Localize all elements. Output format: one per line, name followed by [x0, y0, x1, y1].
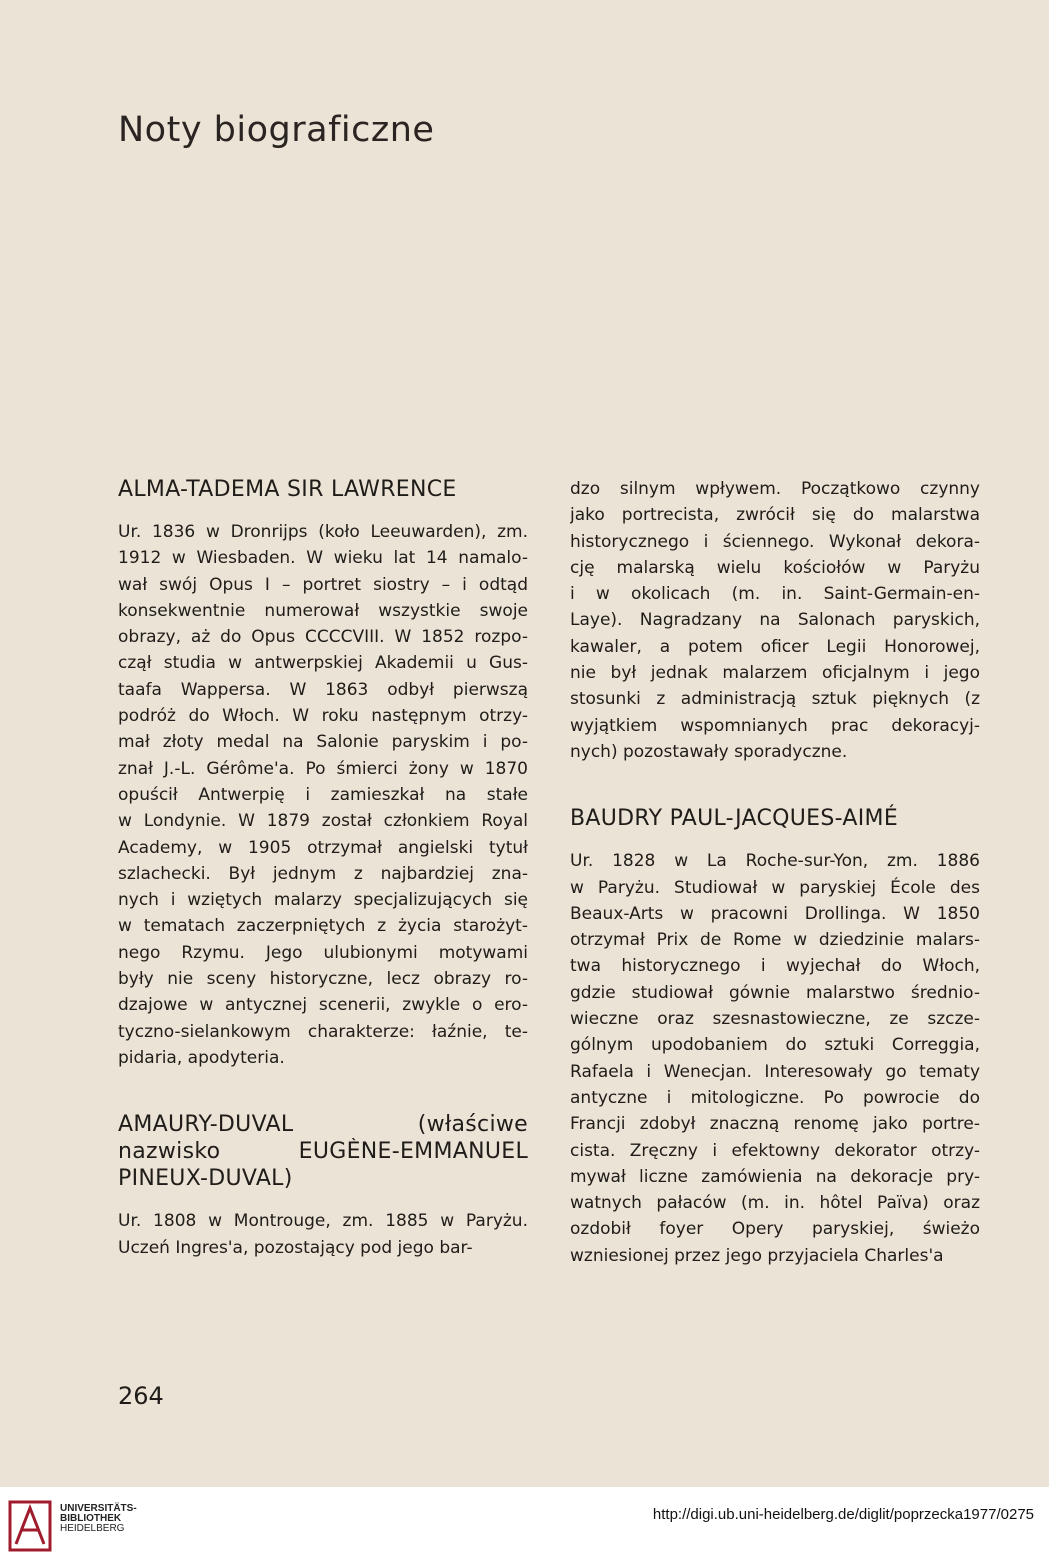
source-url-link[interactable]: http://digi.ub.uni-heidelberg.de/diglit/poprzecka1977/0275 — [652, 1506, 1034, 1523]
text-line: w Londynie. W 1879 został członkiem Royal — [118, 811, 528, 832]
entry-heading-line: AMAURY-DUVAL (właściwe — [118, 1112, 528, 1138]
text-line: antyczne i mitologiczne. Po powrocie do — [570, 1087, 980, 1108]
page-number: 264 — [118, 1382, 164, 1410]
library-name-line2: BIBLIOTHEK — [60, 1513, 122, 1524]
right-column — [570, 476, 980, 1269]
text-line: w tematach zaczerpniętych z życia starożyt- — [118, 916, 528, 937]
text-line: Academy, w 1905 otrzymał angielski tytuł — [118, 837, 528, 858]
entry-heading-line: nazwisko EUGÈNE-EMMANUEL — [118, 1139, 528, 1165]
entry-heading-alma-tadema: ALMA-TADEMA SIR LAWRENCE — [118, 477, 457, 502]
text-line: historycznego i ściennego. Wykonał dekora- — [570, 531, 980, 552]
text-line: dzo silnym wpływem. Początkowo czynny — [570, 479, 980, 499]
text-line: Beaux-Arts w pracowni Drollinga. W 1850 — [570, 903, 980, 924]
text-line: otrzymał Prix de Rome w dziedzinie malars- — [570, 930, 980, 951]
text-line: wyjątkiem wspomnianych prac dekoracyj- — [570, 715, 980, 736]
text-line: 1912 w Wiesbaden. W wieku lat 14 namalo- — [118, 548, 528, 569]
text-line: mał złoty medal na Salonie paryskim i po- — [118, 732, 528, 753]
text-line: pidaria, apodyteria. — [118, 1047, 285, 1068]
text-line: Uczeń Ingres'a, pozostający pod jego bar- — [118, 1237, 473, 1258]
text-line: i w okolicach (m. in. Saint-Germain-en- — [570, 584, 980, 605]
entry-heading-amaury-duval — [118, 1111, 528, 1192]
text-line: jako portrecista, zwrócił się do malarstwa — [570, 505, 980, 526]
text-line: Ur. 1808 w Montrouge, zm. 1885 w Paryżu. — [118, 1211, 528, 1232]
text-line: wzniesionej przez jego przyjaciela Charles'a — [570, 1245, 944, 1266]
entry-body-amaury-duval — [118, 1208, 528, 1261]
text-line: Francji zdobył znaczną renomę jako portre- — [570, 1114, 980, 1135]
entry-body-alma-tadema — [118, 519, 528, 1071]
text-line: szlachecki. Był jednym z najbardziej zna- — [118, 863, 528, 884]
text-line: obrazy, aż do Opus CCCCVIII. W 1852 rozpo- — [118, 627, 528, 648]
text-line: kawaler, a potem oficer Legii Honorowej, — [570, 636, 980, 657]
entry-heading-baudry: BAUDRY PAUL-JACQUES-AIMÉ — [570, 806, 899, 832]
text-line: taafa Wappersa. W 1863 odbył pierwszą — [118, 679, 528, 700]
text-line: w Paryżu. Studiował w paryskiej École des — [570, 877, 980, 898]
library-name-line3: HEIDELBERG — [60, 1523, 125, 1534]
text-line: dzajowe w antycznej scenerii, zwykle o ero- — [118, 995, 528, 1016]
text-line: nie był jednak malarzem oficjalnym i jego — [570, 663, 980, 684]
text-line: cista. Zręczny i efektowny dekorator otrzy- — [570, 1140, 980, 1161]
library-name — [60, 1504, 137, 1534]
entry-heading-line: PINEUX-DUVAL) — [118, 1166, 293, 1192]
text-line: znał J.-L. Gérôme'a. Po śmierci żony w 1870 — [118, 758, 528, 779]
footer-bar — [0, 1487, 1049, 1563]
text-line: Ur. 1828 w La Roche-sur-Yon, zm. 1886 — [570, 851, 980, 872]
text-line: konsekwentnie numerował wszystkie swoje — [118, 600, 528, 621]
text-line: podróż do Włoch. W roku następnym otrzy- — [118, 706, 528, 727]
left-column — [118, 476, 528, 1261]
text-line: Rafaela i Wenecjan. Interesowały go tematy — [570, 1061, 980, 1082]
text-line: mywał liczne zamówienia na dekoracje pry- — [570, 1166, 980, 1187]
text-line: nego Rzymu. Jego ulubionymi motywami — [118, 942, 528, 963]
text-line: wieczne oraz szesnastowieczne, ze szcze- — [570, 1009, 980, 1030]
text-line: nych) pozostawały sporadyczne. — [570, 741, 848, 762]
text-line: tyczno-sielankowym charakterze: łaźnie, te- — [118, 1021, 528, 1042]
text-line: Laye). Nagradzany na Salonach paryskich, — [570, 610, 980, 631]
text-line: nych i wziętych malarzy specjalizujących się — [118, 890, 528, 911]
entry-body-baudry — [570, 848, 980, 1269]
text-line: ozdobił foyer Opery paryskiej, świeżo — [570, 1219, 980, 1240]
text-line: czął studia w antwerpskiej Akademii u Gus- — [118, 653, 528, 674]
library-name-line1: UNIVERSITÄTS- — [60, 1503, 137, 1514]
text-line: były nie sceny historyczne, lecz obrazy ro- — [118, 969, 528, 990]
page-title: Noty biograficzne — [118, 110, 435, 150]
text-line: opuścił Antwerpię i zamieszkał na stałe — [118, 784, 528, 805]
entry-body-amaury-duval-continued — [570, 476, 980, 765]
text-line: wał swój Opus I – portret siostry – i odtąd — [118, 574, 528, 595]
library-logo-icon — [8, 1500, 52, 1552]
text-line: twa historycznego i wyjechał do Włoch, — [570, 956, 980, 977]
text-line: gólnym upodobaniem do sztuki Correggia, — [570, 1035, 980, 1056]
text-line: watnych pałaców (m. in. hôtel Païva) oraz — [570, 1193, 980, 1214]
text-line: cję malarską wielu kościołów w Paryżu — [570, 557, 980, 578]
text-line: stosunki z administracją sztuk pięknych (z — [570, 689, 980, 710]
text-line: gdzie studiował gównie malarstwo średnio- — [570, 982, 980, 1003]
text-line: Ur. 1836 w Dronrijps (koło Leeuwarden), zm. — [118, 522, 528, 542]
